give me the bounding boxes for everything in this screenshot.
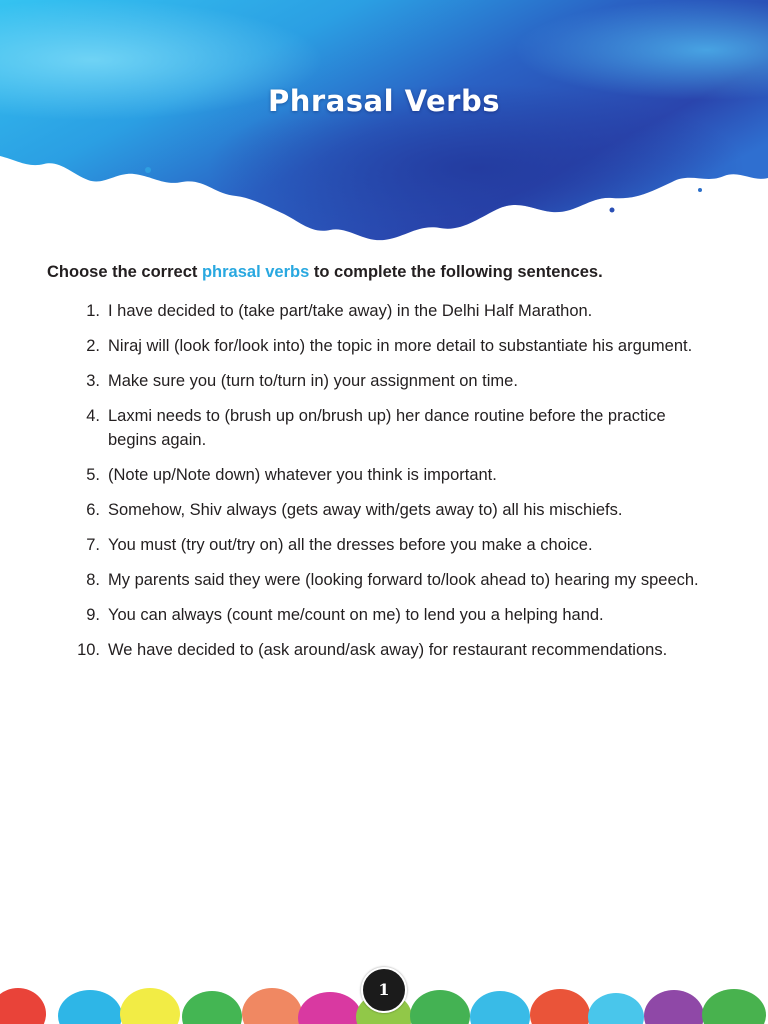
question-item bbox=[0, 498, 768, 522]
question-item bbox=[0, 568, 768, 592]
question-text: You can always (count me/count on me) to lend you a helping hand. bbox=[108, 606, 604, 624]
instruction-highlight: phrasal verbs bbox=[201, 263, 310, 281]
question-number: 3. bbox=[86, 372, 100, 390]
question-text: Niraj will (look for/look into) the topic in more detail to substantiate his argument. bbox=[108, 337, 693, 355]
question-number: 7. bbox=[86, 536, 100, 554]
question-item bbox=[0, 533, 768, 557]
question-item bbox=[0, 404, 768, 452]
question-text: You must (try out/try on) all the dresses before you make a choice. bbox=[108, 536, 593, 554]
question-number: 9. bbox=[86, 606, 100, 624]
question-text: Somehow, Shiv always (gets away with/gets away to) all his mischiefs. bbox=[108, 501, 623, 519]
question-item bbox=[0, 463, 768, 487]
page-number-badge: 1 bbox=[361, 967, 407, 1013]
instruction-prefix: Choose the correct bbox=[47, 263, 202, 281]
question-text: I have decided to (take part/take away) in the Delhi Half Marathon. bbox=[108, 302, 593, 320]
question-number: 2. bbox=[86, 337, 100, 355]
question-item bbox=[0, 603, 768, 627]
question-text: Make sure you (turn to/turn in) your assignment on time. bbox=[108, 372, 518, 390]
question-number: 4. bbox=[86, 407, 100, 425]
question-list bbox=[0, 299, 768, 673]
question-item bbox=[0, 299, 768, 323]
question-number: 8. bbox=[86, 571, 100, 589]
question-number: 1. bbox=[86, 302, 100, 320]
page-title: Phrasal Verbs bbox=[268, 84, 500, 118]
question-text: Laxmi needs to (brush up on/brush up) her dance routine before the practice begins again. bbox=[108, 407, 666, 449]
question-text: We have decided to (ask around/ask away) for restaurant recommendations. bbox=[108, 641, 668, 659]
question-number: 5. bbox=[86, 466, 100, 484]
watercolor-banner bbox=[0, 0, 768, 250]
instruction-text bbox=[47, 263, 747, 282]
instruction-suffix: to complete the following sentences. bbox=[309, 263, 603, 281]
question-item bbox=[0, 334, 768, 358]
question-number: 10. bbox=[77, 641, 100, 659]
question-text: (Note up/Note down) whatever you think is important. bbox=[108, 466, 497, 484]
question-item bbox=[0, 638, 768, 662]
question-text: My parents said they were (looking forward to/look ahead to) hearing my speech. bbox=[108, 571, 699, 589]
question-item bbox=[0, 369, 768, 393]
question-number: 6. bbox=[86, 501, 100, 519]
